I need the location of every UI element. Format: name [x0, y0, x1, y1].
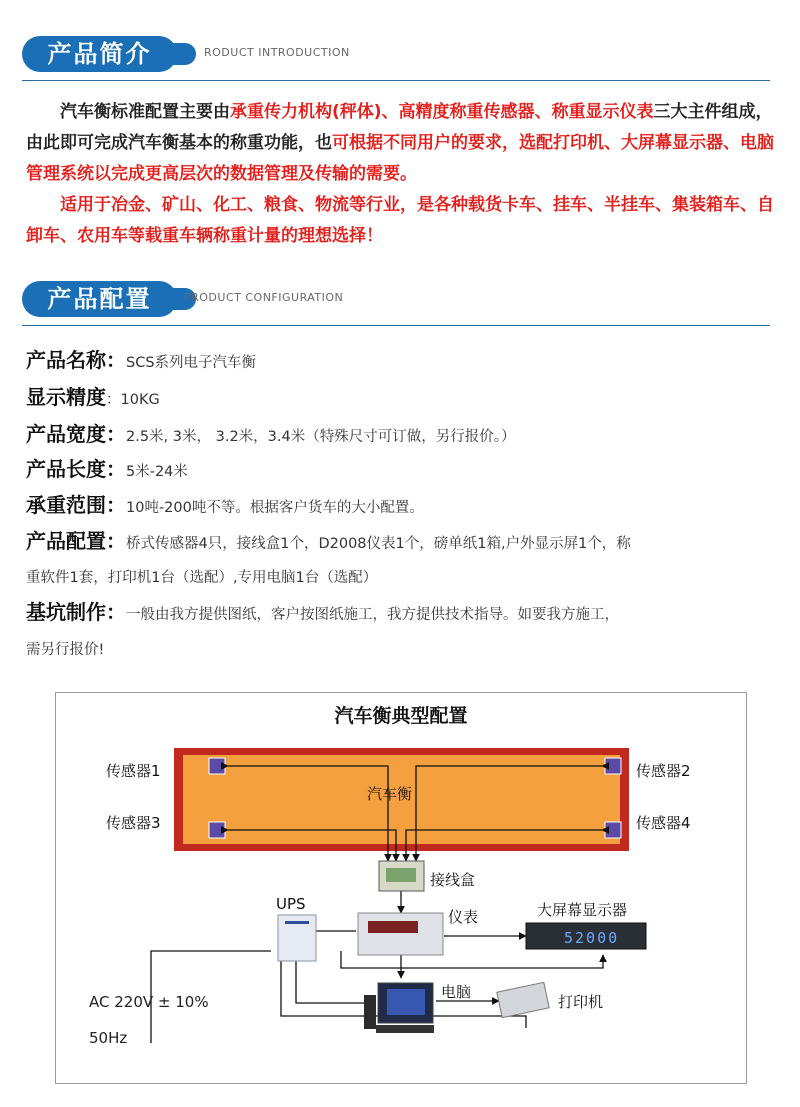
sensor-4-label: 传感器4	[636, 814, 691, 832]
display-readout: 52000	[564, 929, 620, 947]
configuration-diagram	[55, 692, 747, 1084]
section-title-intro: 产品简介	[22, 36, 177, 72]
ups-label: UPS	[276, 895, 306, 913]
meter-icon	[358, 913, 443, 955]
printer-label: 打印机	[558, 993, 604, 1011]
sensor-4-icon	[605, 822, 621, 838]
divider	[22, 80, 770, 81]
section-header-config	[22, 281, 770, 325]
section-title-config: 产品配置	[22, 281, 177, 317]
ac-frequency-label: 50Hz	[89, 1029, 128, 1047]
spec-range: 承重范围：10吨-200吨不等。根据客户货车的大小配置。	[26, 493, 424, 517]
sensor-2-label: 传感器2	[636, 762, 691, 780]
spec-config-cont: 重软件1套，打印机1台（选配）,专用电脑1台（选配）	[26, 570, 378, 586]
truck-scale-label: 汽车衡	[367, 785, 413, 803]
sensor-3-label: 传感器3	[106, 814, 161, 832]
spec-length: 产品长度：5米-24米	[26, 457, 188, 481]
sensor-3-icon	[209, 822, 225, 838]
spec-pit-cont: 需另行报价!	[26, 642, 105, 658]
section-subtitle-config: PRODUCT CONFIGURATION	[184, 291, 344, 304]
diagram-graphics	[56, 693, 746, 1083]
sensor-1-label: 传感器1	[106, 762, 161, 780]
sensor-1-icon	[209, 758, 225, 774]
spec-width: 产品宽度：2.5米, 3米， 3.2米，3.4米（特殊尺寸可订做，另行报价。）	[26, 422, 516, 446]
ac-power-label: AC 220V ± 10%	[89, 993, 209, 1011]
spec-precision: 显示精度：10KG	[26, 385, 160, 409]
intro-text	[26, 97, 776, 252]
intro-paragraph-1: 汽车衡标准配置主要由承重传力机构(秤体)、高精度称重传感器、称重显示仪表三大主件组成，由此即可完成汽车衡基本的称重功能，也可根据不同用户的要求，选配打印机、大屏幕显示器、电脑管理系统以完成更高层次的数据管理及传输的需要。	[26, 102, 774, 184]
computer-label: 电脑	[441, 983, 472, 1001]
section-subtitle-intro: RODUCT INTRODUCTION	[204, 46, 350, 59]
display-label: 大屏幕显示器	[537, 901, 628, 919]
divider	[22, 325, 770, 326]
spec-name: 产品名称：SCS系列电子汽车衡	[26, 348, 257, 372]
printer-icon	[497, 982, 549, 1017]
intro-paragraph-2: 适用于冶金、矿山、化工、粮食、物流等行业，是各种载货卡车、挂车、半挂车、集装箱车、自卸车、农用车等载重车辆称重计量的理想选择！	[26, 195, 774, 246]
sensor-2-icon	[605, 758, 621, 774]
diagram-title: 汽车衡典型配置	[334, 705, 468, 727]
spec-config: 产品配置：桥式传感器4只，接线盒1个，D2008仪表1个，磅单纸1箱,户外显示屏1个，称	[26, 529, 631, 553]
spec-pit: 基坑制作：一般由我方提供图纸，客户按图纸施工，我方提供技术指导。如要我方施工，	[26, 600, 619, 624]
junction-box-label: 接线盒	[430, 871, 476, 889]
section-header-intro	[22, 36, 770, 80]
meter-label: 仪表	[448, 908, 479, 926]
